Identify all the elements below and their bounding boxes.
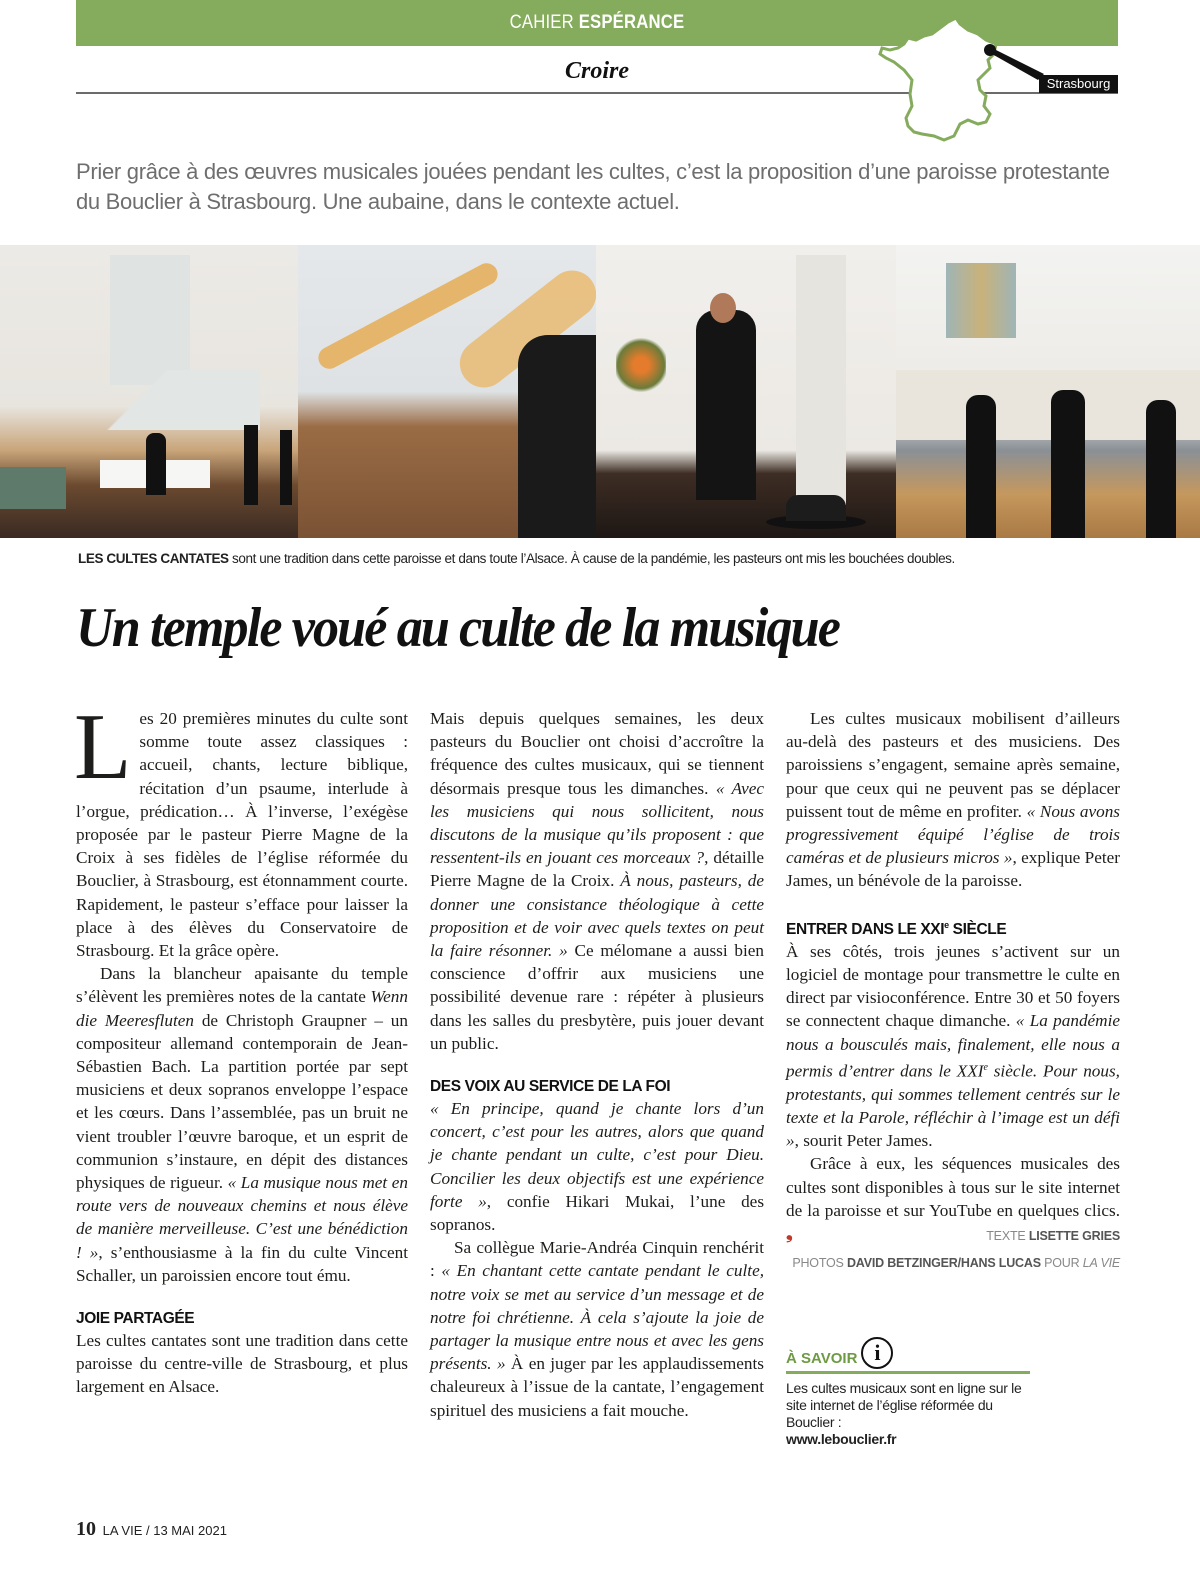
- paragraph: Dans la blancheur apaisante du temple s’élèvent les premières notes de la cantate Wenn die Meeresfluten de Christoph Graupner – un compositeur allemand contemporain de Jean-Sébastien Bach. La partition portée par sept musiciens et deux sopranos enveloppe l’espace et les cœurs. Dans l’assemblée, pas un bruit ne vient troubler l’œuvre baroque, et un esprit de communion s’instaure, en dépit des distances physiques de rigueur. « La musique nous met en route vers de nouveaux chemins et nous élève de manière merveilleuse. C’est une bénédiction ! », s’enthousiasme à la fin du culte Vincent Schaller, un paroissien encore tout ému.: [76, 964, 408, 1285]
- drop-cap: L: [74, 695, 132, 799]
- credit-text: TEXTE LISETTE GRIES: [986, 1229, 1120, 1244]
- subheading-des-voix: DES VOIX AU SERVICE DE LA FOI: [430, 1078, 671, 1096]
- paragraph: Mais depuis quelques semaines, les deux pasteurs du Bouclier ont choisi d’accroître la fréquence des cultes musicaux, qui se tiennent désormais presque tous les dimanches. « Avec les musiciens qui nous sollicitent, nous discutons de la musique qu’ils proposent : que ressentent-ils en jouant ces morceaux ?, détaille Pierre Magne de la Croix. À nous, pasteurs, de donner une consistance théologique à cette proposition et de voir avec quels textes on peut la faire résonner. » Ce mélomane a aussi bien conscience d’offrir aux musiciens une possibilité devenue rare : répéter à plusieurs dans les salles du presbytère, puis jouer devant un public.: [430, 709, 765, 1053]
- a-savoir-label: À SAVOIR: [786, 1350, 858, 1367]
- photo-flute: [298, 245, 596, 538]
- paragraph: Les 20 premières minutes du culte sont somme toute assez classiques : accueil, chants, lecture biblique, récitation d’un psaume, interlude à l’orgue, prédication… À l’inverse, l’exégèse proposée par le pasteur Pierre Magne de la Croix à ses fidèles de l’église réformée du Bouclier, à Strasbourg, est étonnamment courte. Rapidement, le pasteur s’efface pour laisser la place à des élèves du Conservatoire de Strasbourg. Et la grâce opère.: [74, 695, 408, 961]
- photo-pastor: [596, 245, 896, 538]
- website-link[interactable]: www.lebouclier.fr: [786, 1431, 897, 1447]
- photo-strip: [0, 245, 1200, 538]
- rubrique-title: Croire: [564, 58, 629, 84]
- photo-musicians: [896, 245, 1200, 538]
- photo-concert: [0, 245, 298, 538]
- article-column-2: [430, 707, 764, 1422]
- photo-caption: LES CULTES CANTATES sont une tradition dans cette paroisse et dans toute l’Alsace. À cause de la pandémie, les pasteurs ont mis les bouchées doubles.: [78, 551, 955, 566]
- a-savoir-box: [786, 1338, 1030, 1448]
- article-column-1: [74, 695, 408, 1399]
- article-column-3: [786, 707, 1120, 1276]
- article-title: Un temple voué au culte de la musique: [76, 597, 839, 659]
- credit-photos: PHOTOS DAVID BETZINGER/HANS LUCAS POUR LA VIE: [792, 1256, 1120, 1271]
- subheading-joie-partagee: JOIE PARTAGÉE: [76, 1310, 195, 1328]
- a-savoir-header: [786, 1338, 1030, 1374]
- page-folio: [76, 1518, 227, 1541]
- paragraph: À ses côtés, trois jeunes s’activent sur un logiciel de montage pour transmettre le culte en direct par visioconférence. Entre 30 et 50 foyers se connectent chaque dimanche. « La pandémie nous a bousculés mais, finalement, elle nous a permis d’entrer dans le XXIe siècle. Pour nous, protestants, qui sommes tellement centrés sur le texte et la Parole, réfléchir à l’image est un défi », sourit Peter James.: [786, 941, 1120, 1151]
- info-icon: i: [861, 1337, 893, 1369]
- standfirst: Prier grâce à des œuvres musicales jouées pendant les cultes, c’est la proposition d’une paroisse protestante du Bouclier à Strasbourg. Une aubaine, dans le contexte actuel.: [76, 159, 1110, 214]
- subheading-xxie-siecle: ENTRER DANS LE XXIe SIÈCLE: [786, 919, 1007, 938]
- paragraph: Les cultes cantates sont une tradition dans cette paroisse du centre-ville de Strasbourg, et plus largement en Alsace.: [76, 1331, 408, 1397]
- end-mark-icon: ❟: [786, 1223, 793, 1243]
- cahier-title: CAHIER ESPÉRANCE: [509, 12, 685, 33]
- paragraph: Les cultes musicaux mobilisent d’ailleurs au-delà des pasteurs et des musiciens. Des paroissiens s’engagent, semaine après semaine, pour que ceux qui ne peuvent pas se déplacer puissent tout de même en profiter. « Nous avons progressivement équipé l’église de trois caméras et de plusieurs micros », explique Peter James, un bénévole de la paroisse.: [786, 709, 1120, 891]
- map-label-strasbourg: Strasbourg: [1039, 75, 1118, 93]
- a-savoir-body: Les cultes musicaux sont en ligne sur le site internet de l’église réformée du Bouclier : www.lebouclier.fr: [786, 1380, 1022, 1447]
- issue-date: LA VIE / 13 MAI 2021: [102, 1523, 227, 1538]
- paragraph: Grâce à eux, les séquences musicales des cultes sont disponibles à tous sur le site internet de la paroisse et sur YouTube en quelques clics. ❟: [786, 1154, 1120, 1243]
- paragraph: « En principe, quand je chante lors d’un concert, c’est pour les autres, alors que quand je chante pendant un culte, c’est pour Dieu. Concilier les deux objectifs est une expérience forte », confie Hikari Mukai, l’une des sopranos.: [430, 1099, 765, 1235]
- page-number: 10: [76, 1518, 96, 1540]
- paragraph: Sa collègue Marie-Andréa Cinquin renchérit : « En chantant cette cantate pendant le culte, notre voix se met au service d’un message et de notre foi chrétienne. À cela s’ajoute la joie de partager la musique entre nous et avec les gens présents. » À en juger par les applaudissements chaleureux à l’issue de la cantate, l’engagement spirituel des musiciens a fait mouche.: [430, 1238, 764, 1420]
